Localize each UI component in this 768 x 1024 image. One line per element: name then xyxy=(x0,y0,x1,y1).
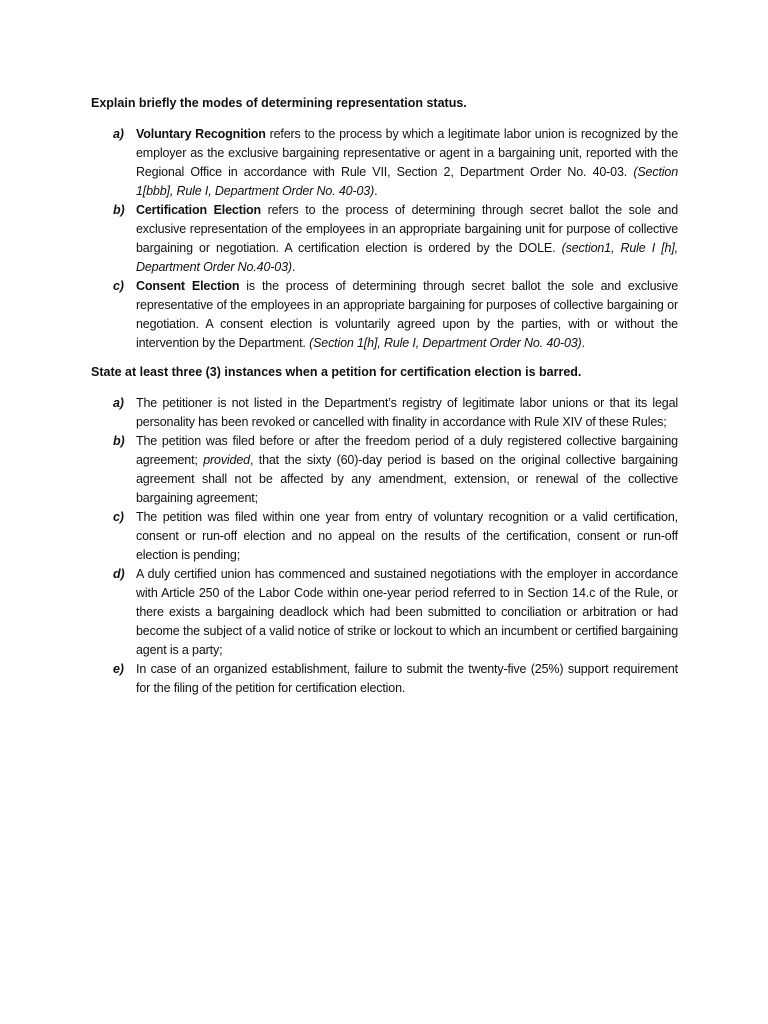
term-consent-election: Consent Election xyxy=(136,279,240,293)
item-end: . xyxy=(581,336,585,350)
list-item xyxy=(91,565,678,660)
list-marker: d) xyxy=(113,567,125,581)
term-certification-election: Certification Election xyxy=(136,203,261,217)
citation: (Section 1[bbb], Rule I, Department Order No. 40-03) xyxy=(136,165,678,198)
citation: (Section 1[h], Rule I, Department Order No. 40-03) xyxy=(309,336,582,350)
item-end: . xyxy=(374,184,378,198)
list-marker: c) xyxy=(113,510,124,524)
item-end: . xyxy=(291,260,296,274)
item-text: refers to the process by which a legitimate labor union is recognized by the employer as the exclusive bargaining representative or agent in a bargaining unit, reported with the Regional Office in accordance with Rule VII, Section 2, Department Order No. 40-03. xyxy=(136,127,679,179)
item-emphasis: provided xyxy=(203,453,250,467)
item-text: , that the sixty (60)-day period is based on the original collective bargaining agreement shall not be affected by any amendment, extension, or renewal of the collective bargaining agreement; xyxy=(136,453,678,505)
item-text: In case of an organized establishment, failure to submit the twenty-five (25%) support requirement for the filing of the petition for certification election. xyxy=(136,662,678,695)
list-item xyxy=(91,277,678,353)
question-2-heading: State at least three (3) instances when a petition for certification election is barred. xyxy=(91,365,582,379)
item-text: is the process of determining through secret ballot the sole and exclusive representative of the employees in an appropriate bargaining for purposes of collective bargaining or negotiation. A consent election is voluntarily agreed upon by the parties, with or without the intervention by the Department. xyxy=(136,279,678,350)
list-item xyxy=(91,394,678,432)
term-voluntary-recognition: Voluntary Recognition xyxy=(136,127,266,141)
list-marker: c) xyxy=(113,279,124,293)
list-item xyxy=(91,201,678,277)
citation: (section1, Rule I [h], Department Order No.40-03) xyxy=(136,241,678,274)
list-item xyxy=(91,125,678,201)
list-item xyxy=(91,432,678,508)
item-text: refers to the process of determining through secret ballot the sole and exclusive representation of the employees in an appropriate bargaining unit for purpose of collective bargaining or negotiation. A certification election is ordered by the DOLE. xyxy=(136,203,678,255)
list-item xyxy=(91,660,678,698)
list-marker: b) xyxy=(113,203,125,217)
item-text: The petition was filed within one year from entry of voluntary recognition or a valid certification, consent or run-off election and no appeal on the results of the certification, consent or run-off election is pending; xyxy=(136,510,678,562)
item-text: The petitioner is not listed in the Department’s registry of legitimate labor unions or that its legal personality has been revoked or cancelled with finality in accordance with Rule XIV of these Rules; xyxy=(136,396,678,429)
item-text: The petition was filed before or after the freedom period of a duly registered collective bargaining agreement; xyxy=(136,434,678,467)
representation-modes-list xyxy=(91,125,678,353)
list-item xyxy=(91,508,678,565)
list-marker: a) xyxy=(113,396,124,410)
list-marker: b) xyxy=(113,434,125,448)
list-marker: e) xyxy=(113,662,124,676)
question-1-heading: Explain briefly the modes of determining representation status. xyxy=(91,96,467,110)
list-marker: a) xyxy=(113,127,124,141)
item-text: A duly certified union has commenced and sustained negotiations with the employer in accordance with Article 250 of the Labor Code within one-year period referred to in Section 14.c of the Rule, or there exists a bargaining deadlock which had been submitted to conciliation or arbitration or had become the subject of a valid notice of strike or lockout to which an incumbent or certified bargaining agent is a party; xyxy=(136,567,678,657)
petition-bar-list xyxy=(91,394,678,698)
document-page xyxy=(91,94,678,698)
